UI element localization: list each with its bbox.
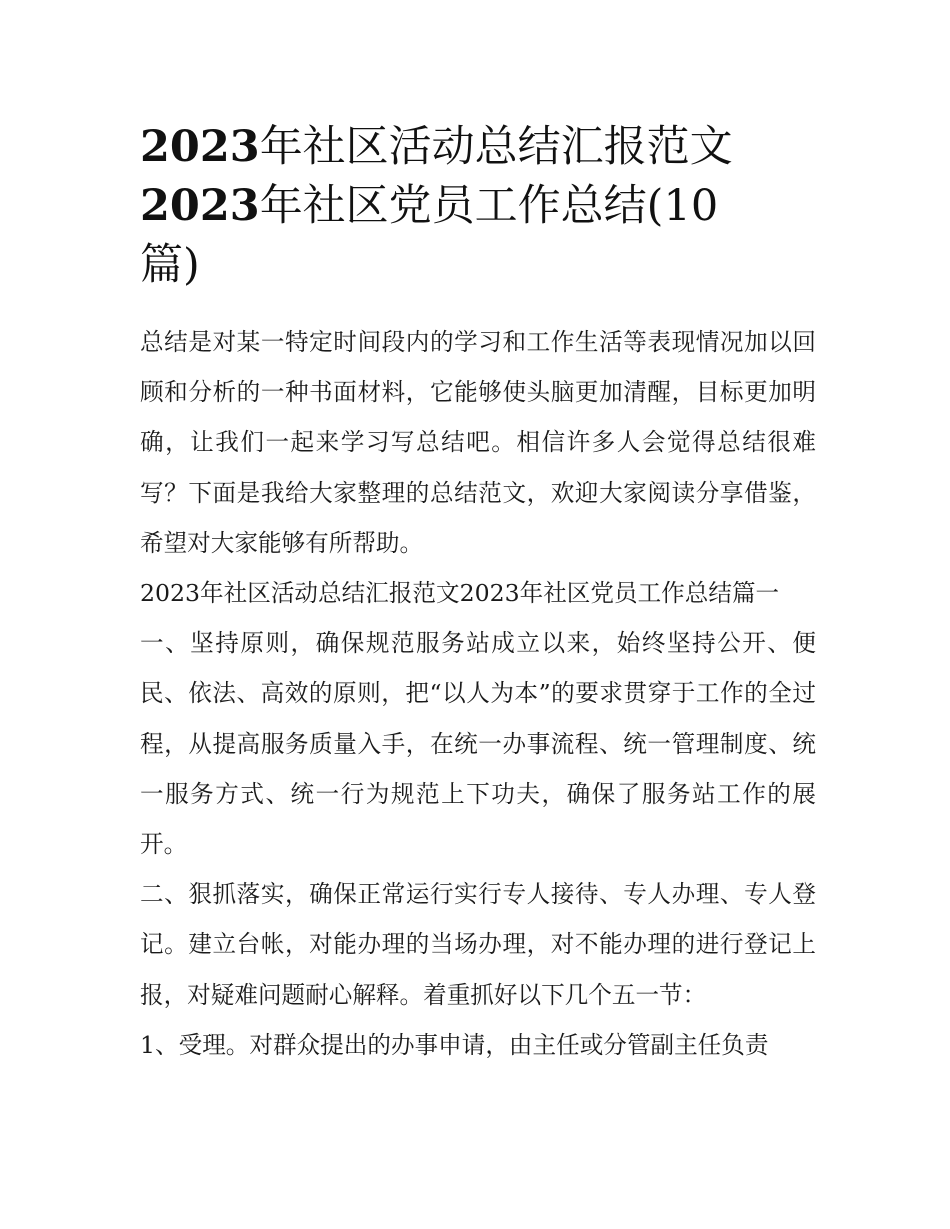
title-text-1: 年社区活动总结汇报范文 [259, 122, 733, 172]
document-body [140, 317, 816, 1070]
body-paragraph-2: 二、狠抓落实，确保正常运行实行专人接待、专人办理、专人登记。建立台帐，对能办理的当场办理，对不能办理的进行登记上报，对疑难问题耐心解释。着重抓好以下几个五一节： [140, 880, 816, 1009]
body-paragraph-3: 1、受理。对群众提出的办事申请，由主任或分管副主任负责 [140, 1030, 769, 1059]
title-year-2: 2023 [140, 181, 260, 231]
title-year-1: 2023 [140, 122, 260, 172]
section-heading: 2023年社区活动总结汇报范文2023年社区党员工作总结篇一 [140, 579, 780, 608]
document-title [140, 118, 816, 295]
intro-paragraph: 总结是对某一特定时间段内的学习和工作生活等表现情况加以回顾和分析的一种书面材料，它能够使头脑更加清醒，目标更加明确，让我们一起来学习写总结吧。相信许多人会觉得总结很难写？下面是我给大家整理的总结范文，欢迎大家阅读分享借鉴，希望对大家能够有所帮助。 [140, 328, 816, 557]
title-text-3: 篇) [140, 240, 200, 290]
title-text-2: 年社区党员工作总结(10 [259, 181, 719, 231]
document-content [140, 118, 816, 1070]
body-paragraph-1: 一、坚持原则，确保规范服务站成立以来，始终坚持公开、便民、依法、高效的原则，把“以人为本”的要求贯穿于工作的全过程，从提高服务质量入手，在统一办事流程、统一管理制度、统一服务方式、统一行为规范上下功夫，确保了服务站工作的展开。 [140, 629, 816, 859]
